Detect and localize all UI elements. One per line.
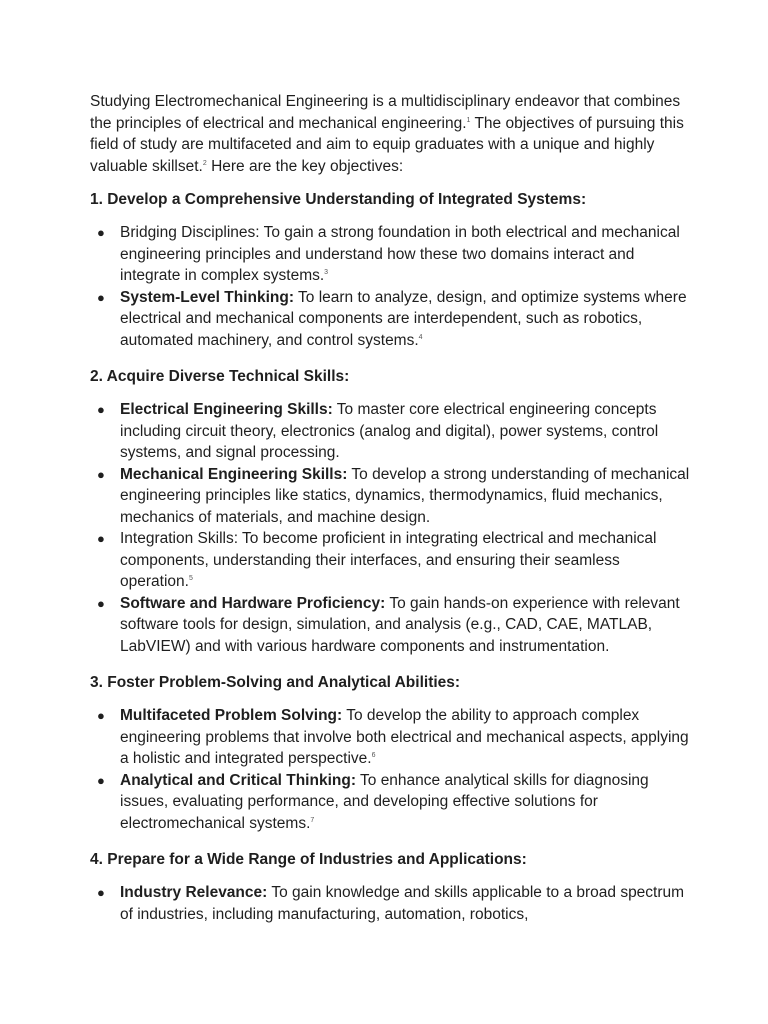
item-text: To develop a strong understanding of mechanical engineering principles like statics, dynamics, thermodynamics, fluid mechanics, mechanics of materials, and machine design. bbox=[120, 465, 690, 526]
list-item bbox=[90, 705, 690, 770]
item-term: Analytical and Critical Thinking: bbox=[120, 771, 356, 789]
section-3 bbox=[90, 672, 690, 834]
list-item bbox=[90, 770, 690, 835]
footnote-ref: 4 bbox=[418, 333, 423, 341]
item-term: Industry Relevance: bbox=[120, 884, 268, 901]
list-item bbox=[90, 593, 690, 658]
footnote-ref: 3 bbox=[324, 269, 329, 276]
section-1 bbox=[90, 189, 690, 351]
section-2 bbox=[90, 366, 690, 657]
bullet-icon: ● bbox=[97, 772, 105, 788]
item-text: To learn to analyze, design, and optimize systems where electrical and mechanical components are interdependent, such as robotics, automated machinery, and control systems. bbox=[120, 288, 687, 349]
bullet-icon: ● bbox=[97, 289, 105, 305]
list-item bbox=[90, 287, 690, 352]
bullet-list bbox=[90, 882, 690, 925]
item-text: To master core electrical engineering concepts including circuit theory, electronics (analog and digital), power systems, control systems, and signal processing. bbox=[120, 401, 659, 461]
intro-text-a: Studying Electromechanical Engineering is a multidisciplinary endeavor that combines the principles of electrical and mechanical engineering. bbox=[90, 93, 681, 132]
item-term: Multifaceted Problem Solving: bbox=[120, 707, 343, 724]
item-text: To enhance analytical skills for diagnosing issues, evaluating performance, and developing effective solutions for electromechanical systems. bbox=[120, 771, 649, 832]
item-text: Bridging Disciplines: To gain a strong foundation in both electrical and mechanical engineering principles and understand how these two domains interact and integrate in complex systems. bbox=[120, 224, 680, 284]
list-item bbox=[90, 222, 690, 287]
bullet-icon: ● bbox=[97, 595, 105, 611]
item-term: Mechanical Engineering Skills: bbox=[120, 465, 348, 483]
intro-paragraph bbox=[90, 91, 690, 177]
footnote-ref: 2 bbox=[202, 159, 207, 167]
item-term: Electrical Engineering Skills: bbox=[120, 401, 333, 418]
bullet-icon: ● bbox=[97, 885, 105, 900]
item-term: Software and Hardware Proficiency: bbox=[120, 594, 386, 612]
list-item bbox=[90, 464, 690, 529]
item-text: To gain knowledge and skills applicable to a broad spectrum of industries, including manufacturing, automation, robotics, bbox=[120, 884, 685, 923]
section-heading: 1. Develop a Comprehensive Understanding of Integrated Systems: bbox=[90, 191, 587, 208]
item-text: Integration Skills: To become proficient in integrating electrical and mechanical components, understanding their interfaces, and ensuring their seamless operation. bbox=[120, 530, 657, 590]
footnote-ref: 6 bbox=[371, 752, 376, 759]
bullet-icon: ● bbox=[97, 402, 105, 417]
intro-text-c: Here are the key objectives: bbox=[206, 157, 404, 175]
section-heading: 3. Foster Problem-Solving and Analytical Abilities: bbox=[90, 674, 461, 691]
list-item bbox=[90, 528, 690, 593]
document-body bbox=[90, 91, 690, 940]
footnote-ref: 7 bbox=[310, 816, 315, 824]
list-item bbox=[90, 399, 690, 464]
footnote-ref: 5 bbox=[188, 575, 193, 582]
section-heading: 4. Prepare for a Wide Range of Industries and Applications: bbox=[90, 851, 527, 868]
bullet-list bbox=[90, 222, 690, 351]
bullet-icon: ● bbox=[97, 225, 105, 240]
bullet-list bbox=[90, 399, 690, 657]
item-term: System-Level Thinking: bbox=[120, 288, 294, 306]
footnote-ref: 1 bbox=[466, 116, 471, 124]
list-item bbox=[90, 882, 690, 925]
intro-text-b: The objectives of pursuing this field of study are multifaceted and aim to equip graduates with a unique and highly valuable skillset. bbox=[90, 114, 684, 175]
item-text: To gain hands-on experience with relevant software tools for design, simulation, and analysis (e.g., CAD, CAE, MATLAB, LabVIEW) and with various hardware components and instrumentation. bbox=[120, 594, 680, 655]
bullet-icon: ● bbox=[97, 708, 105, 723]
item-text: To develop the ability to approach complex engineering problems that involve both electrical and mechanical aspects, applying a holistic and integrated perspective. bbox=[120, 707, 689, 767]
bullet-list bbox=[90, 705, 690, 834]
section-4 bbox=[90, 849, 690, 925]
bullet-icon: ● bbox=[97, 466, 105, 482]
section-heading: 2. Acquire Diverse Technical Skills: bbox=[90, 368, 350, 385]
bullet-icon: ● bbox=[97, 531, 105, 546]
